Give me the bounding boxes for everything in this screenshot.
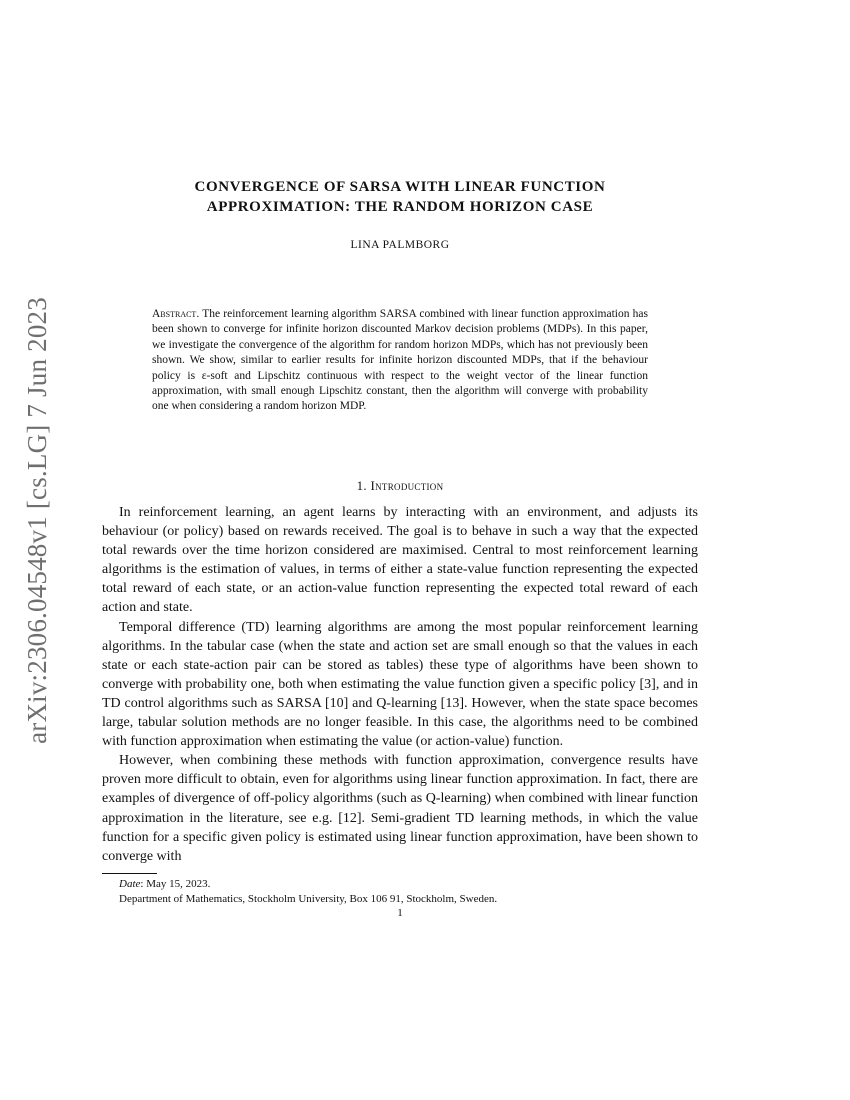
abstract-label: Abstract.	[152, 308, 200, 320]
footnote-divider	[102, 873, 157, 874]
footnote-affiliation: Department of Mathematics, Stockholm University, Box 106 91, Stockholm, Sweden.	[119, 893, 498, 905]
footnote-date-label: Date	[119, 878, 141, 890]
paper-title-line-2: APPROXIMATION: THE RANDOM HORIZON CASE	[206, 199, 594, 215]
abstract-text: The reinforcement learning algorithm SARSA combined with linear function approximation has been shown to converge for infinite horizon discounted Markov decision problems (MDPs). In this paper, we investigate the convergence of the algorithm for random horizon MDPs, which has not previously been shown. We show, similar to earlier results for infinite horizon discounted MDPs, that if the behaviour policy is ε-soft and Lipschitz continuous with respect to the weight vector of the linear function approximation, with small enough Lipschitz constant, then the algorithm will converge with probability one when considering a random horizon MDP.	[152, 308, 648, 413]
arxiv-identifier-text: arXiv:2306.04548v1 [cs.LG] 7 Jun 2023	[21, 296, 52, 744]
footnote-date-value: : May 15, 2023.	[140, 878, 211, 890]
abstract	[152, 307, 648, 415]
page-number: 1	[397, 907, 403, 919]
section-number: 1.	[356, 478, 367, 493]
paper-title-line-1: CONVERGENCE OF SARSA WITH LINEAR FUNCTION	[194, 179, 606, 195]
paper-title	[100, 177, 700, 217]
section-title: Introduction	[370, 478, 444, 493]
footnote-date	[119, 877, 699, 891]
body-paragraph-3: However, when combining these methods with function approximation, convergence results have proven more difficult to obtain, even for algorithms using linear function approximation. In fact, there are examples of divergence of off-policy algorithms (such as Q-learning) when combined with linear function approximation in the literature, see e.g. [12]. Semi-gradient TD learning methods, in which the value function for a specific given policy is estimated using linear function approximation, have been shown to converge with	[102, 753, 698, 864]
section-heading-introduction	[100, 478, 700, 494]
paper-author: LINA PALMBORG	[350, 239, 450, 251]
body-paragraph-1: In reinforcement learning, an agent learns by interacting with an environment, and adjusts its behaviour (or policy) based on rewards received. The goal is to behave in such a way that the expected total rewards over the time horizon considered are maximised. Central to most reinforcement learning algorithms is the estimation of values, in terms of either a state-value function representing the expected total reward of each state, or an action-value function representing the expected total reward of each action and state.	[102, 505, 698, 616]
arxiv-identifier-margin	[12, 280, 62, 760]
introduction-body	[102, 503, 698, 866]
body-paragraph-2: Temporal difference (TD) learning algorithms are among the most popular reinforcement learning algorithms. In the tabular case (when the state and action set are small enough so that the values in each state or each state-action pair can be stored as tables) these type of algorithms have been shown to converge with probability one, both when estimating the value function given a specific policy [3], and in TD control algorithms such as SARSA [10] and Q-learning [13]. However, when the state space becomes large, tabular solution methods are no longer feasible. In this case, the algorithms need to be combined with function approximation when estimating the value (or action-value) function.	[102, 619, 698, 750]
